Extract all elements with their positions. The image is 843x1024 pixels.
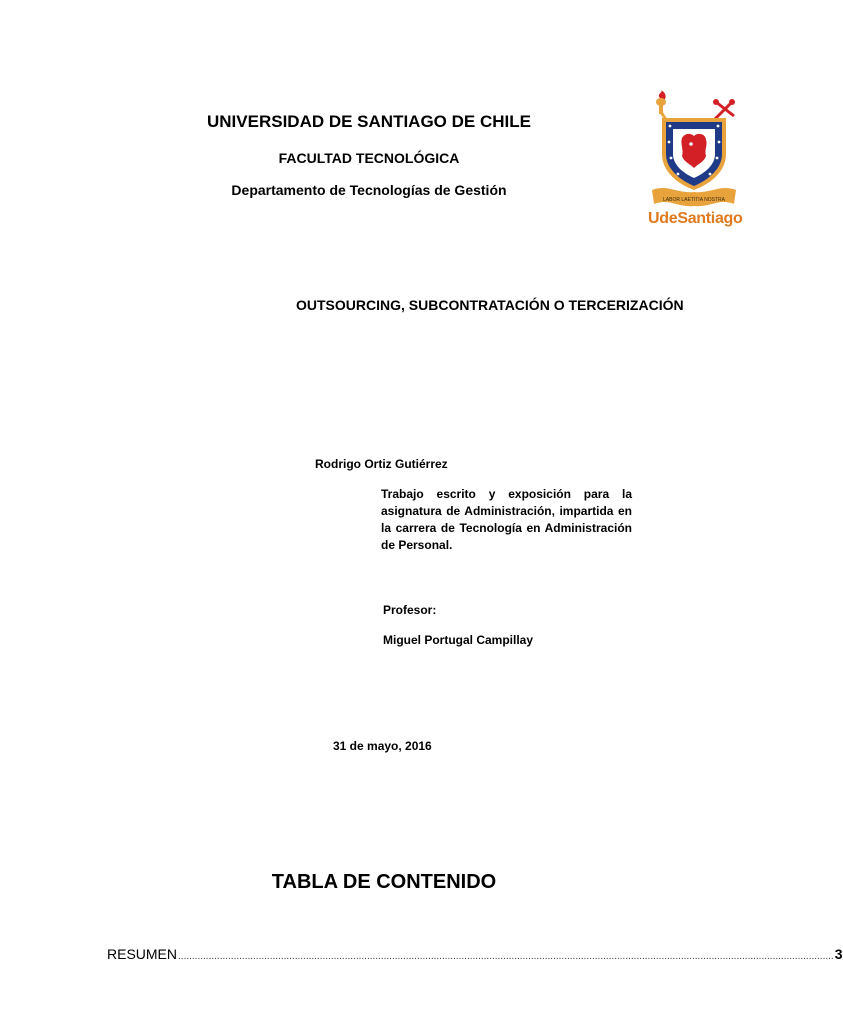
professor-label: Profesor:	[383, 603, 437, 617]
document-title: OUTSOURCING, SUBCONTRATACIÓN O TERCERIZACIÓN	[296, 297, 684, 313]
document-date: 31 de mayo, 2016	[333, 739, 432, 753]
toc-dot-leader: ............................................................................................................................................................................................................................................	[178, 951, 834, 962]
logo-wordmark	[648, 210, 743, 228]
shield-crest-icon	[648, 92, 740, 210]
logo-text-prefix: Ude	[648, 210, 678, 227]
department-name: Departamento de Tecnologías de Gestión	[231, 182, 507, 198]
professor-name: Miguel Portugal Campillay	[383, 633, 534, 647]
logo-motto: LABOR LAETITIA NOSTRA	[663, 197, 725, 203]
university-logo	[648, 92, 743, 234]
faculty-name: FACULTAD TECNOLÓGICA	[278, 150, 460, 166]
toc-entry-label: RESUMEN	[107, 946, 178, 962]
logo-text-suffix: Santiago	[677, 210, 743, 227]
toc-entry[interactable]	[107, 946, 843, 962]
toc-entry-page: 3	[834, 946, 843, 962]
university-name: UNIVERSIDAD DE SANTIAGO DE CHILE	[207, 112, 531, 131]
key-icon	[713, 99, 735, 120]
toc-title: TABLA DE CONTENIDO	[271, 871, 497, 893]
author-name: Rodrigo Ortiz Gutiérrez	[315, 457, 448, 471]
document-description: Trabajo escrito y exposición para la asignatura de Administración, impartida en la carrera de Tecnología en Administración de Personal.	[381, 487, 632, 552]
